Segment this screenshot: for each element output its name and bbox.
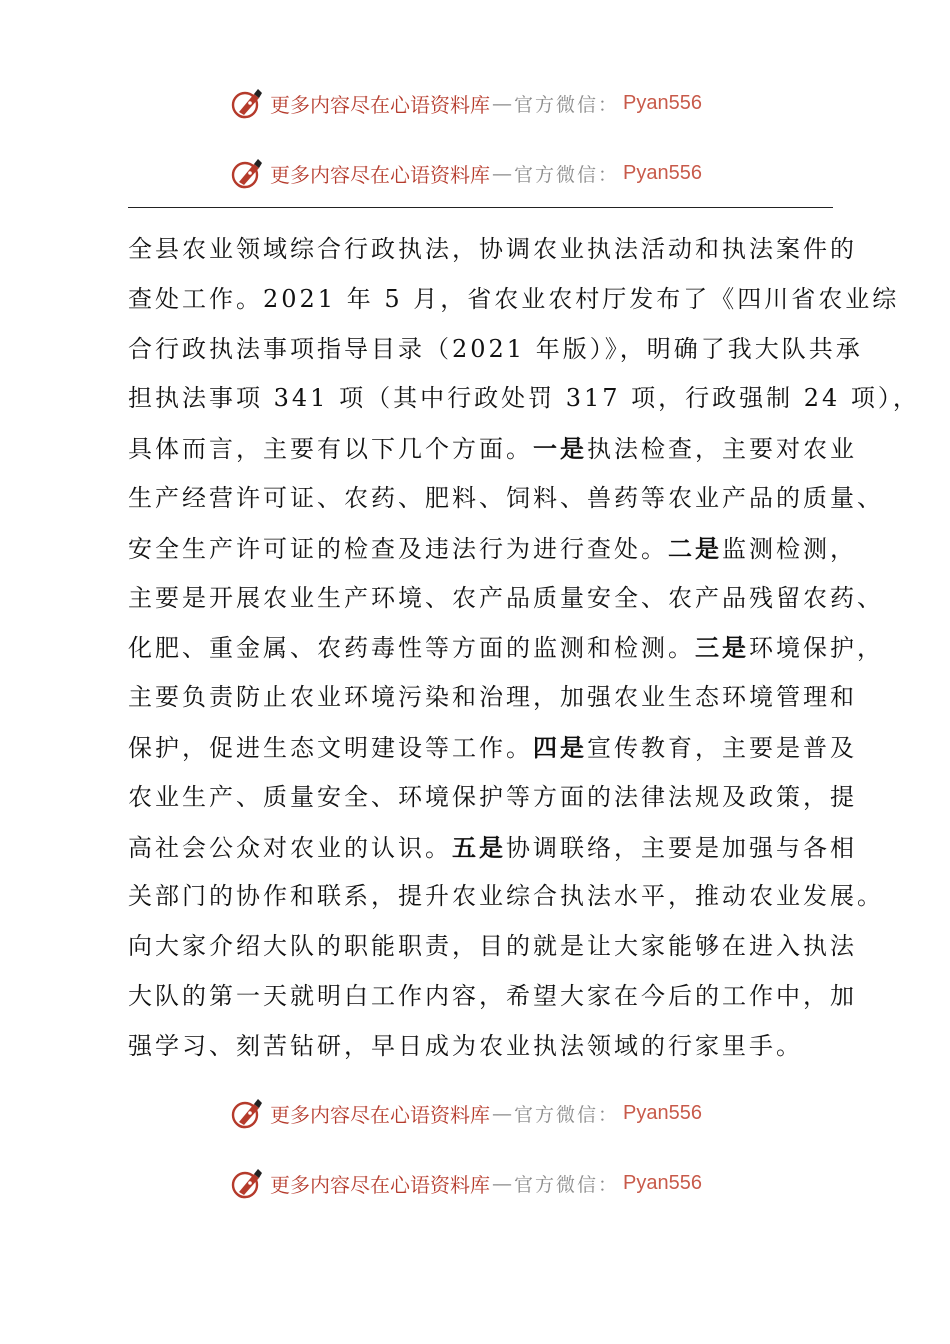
body-text-run: 农业生产、质量安全、环境保护等方面的法律法规及政策，提 <box>128 782 857 811</box>
body-line <box>128 922 857 972</box>
body-line <box>128 474 884 524</box>
body-line <box>128 524 857 574</box>
body-text-run: 环境保护， <box>749 634 884 663</box>
body-text-run: 关部门的协作和联系，提升农业综合执法水平，推动农业发展。 <box>128 882 884 911</box>
body-line <box>128 275 900 325</box>
emphasis-label: 三是 <box>695 633 749 663</box>
body-line <box>128 773 857 823</box>
emphasis-label: 二是 <box>668 533 722 563</box>
watermark-banner-2 <box>230 153 702 193</box>
body-text-run: 合行政执法事项指导目录（2021 年版）》，明确了我大队共承 <box>128 334 863 363</box>
body-line <box>128 623 884 673</box>
body-text-run: 大队的第一天就明白工作内容，希望大家在今后的工作中，加 <box>128 981 857 1010</box>
body-text-run: 监测检测， <box>722 534 857 563</box>
body-text-run: 查处工作。2021 年 5 月，省农业农村厅发布了《四川省农业综 <box>128 284 900 313</box>
body-line <box>128 1022 848 1072</box>
banner-official-label: 官方微信： <box>514 163 620 186</box>
body-text-run: 化肥、重金属、农药毒性等方面的监测和检测。 <box>128 634 695 663</box>
body-text-run: 主要负责防止农业环境污染和治理，加强农业生态环境管理和 <box>128 683 857 712</box>
banner-text: 更多内容尽在心语资料库 <box>270 92 490 117</box>
banner-separator: — <box>492 1101 512 1125</box>
banner-wechat-id: Pyan556 <box>623 161 702 184</box>
body-line <box>128 872 884 922</box>
body-text-run: 强学习、刻苦钻研，早日成为农业执法领域的行家里手。 <box>128 1031 803 1060</box>
emphasis-label: 四是 <box>533 732 587 762</box>
body-text-run: 主要是开展农业生产环境、农产品质量安全、农产品残留农药、 <box>128 583 884 612</box>
banner-separator: — <box>492 161 512 185</box>
emphasis-label: 一是 <box>533 434 587 464</box>
banner-wechat-id: Pyan556 <box>623 1101 702 1124</box>
body-text-run: 全县农业领域综合行政执法，协调农业执法活动和执法案件的 <box>128 235 857 263</box>
banner-wechat-id: Pyan556 <box>623 91 702 114</box>
body-text-run: 担执法事项 341 项（其中行政处罚 317 项，行政强制 24 项）， <box>128 384 920 413</box>
body-line <box>128 424 857 474</box>
banner-text: 更多内容尽在心语资料库 <box>270 1172 490 1197</box>
body-text-run: 协调联络，主要是加强与各相 <box>506 833 857 862</box>
body-text-run: 保护，促进生态文明建设等工作。 <box>128 733 533 762</box>
body-line <box>128 673 857 723</box>
body-text-run: 宣传教育，主要是普及 <box>587 733 857 762</box>
body-line <box>128 374 920 424</box>
pen-nib-logo-icon <box>230 1166 264 1200</box>
body-line <box>128 823 857 873</box>
banner-text: 更多内容尽在心语资料库 <box>270 1102 490 1127</box>
watermark-banner-1 <box>230 83 702 123</box>
watermark-banner-4 <box>230 1163 702 1203</box>
banner-official-label: 官方微信： <box>514 1103 620 1126</box>
body-text-run: 具体而言，主要有以下几个方面。 <box>128 435 533 464</box>
document-body <box>128 225 920 1072</box>
banner-separator: — <box>492 1171 512 1195</box>
emphasis-label: 五是 <box>452 832 506 862</box>
pen-nib-logo-icon <box>230 156 264 190</box>
body-line <box>128 325 863 375</box>
body-line <box>128 225 857 275</box>
body-text-run: 生产经营许可证、农药、肥料、饲料、兽药等农业产品的质量、 <box>128 483 884 512</box>
banner-official-label: 官方微信： <box>514 93 620 116</box>
body-text-run: 向大家介绍大队的职能职责，目的就是让大家能够在进入执法 <box>128 932 857 961</box>
banner-wechat-id: Pyan556 <box>623 1171 702 1194</box>
watermark-banner-3 <box>230 1093 702 1133</box>
body-line <box>128 972 857 1022</box>
body-line <box>128 574 884 624</box>
banner-separator: — <box>492 91 512 115</box>
body-line <box>128 723 857 773</box>
body-text-run: 高社会公众对农业的认识。 <box>128 833 452 862</box>
body-text-run: 执法检查，主要对农业 <box>587 435 857 464</box>
pen-nib-logo-icon <box>230 1096 264 1130</box>
body-text-run: 安全生产许可证的检查及违法行为进行查处。 <box>128 534 668 563</box>
pen-nib-logo-icon <box>230 86 264 120</box>
header-divider <box>128 207 833 208</box>
banner-official-label: 官方微信： <box>514 1173 620 1196</box>
banner-text: 更多内容尽在心语资料库 <box>270 162 490 187</box>
